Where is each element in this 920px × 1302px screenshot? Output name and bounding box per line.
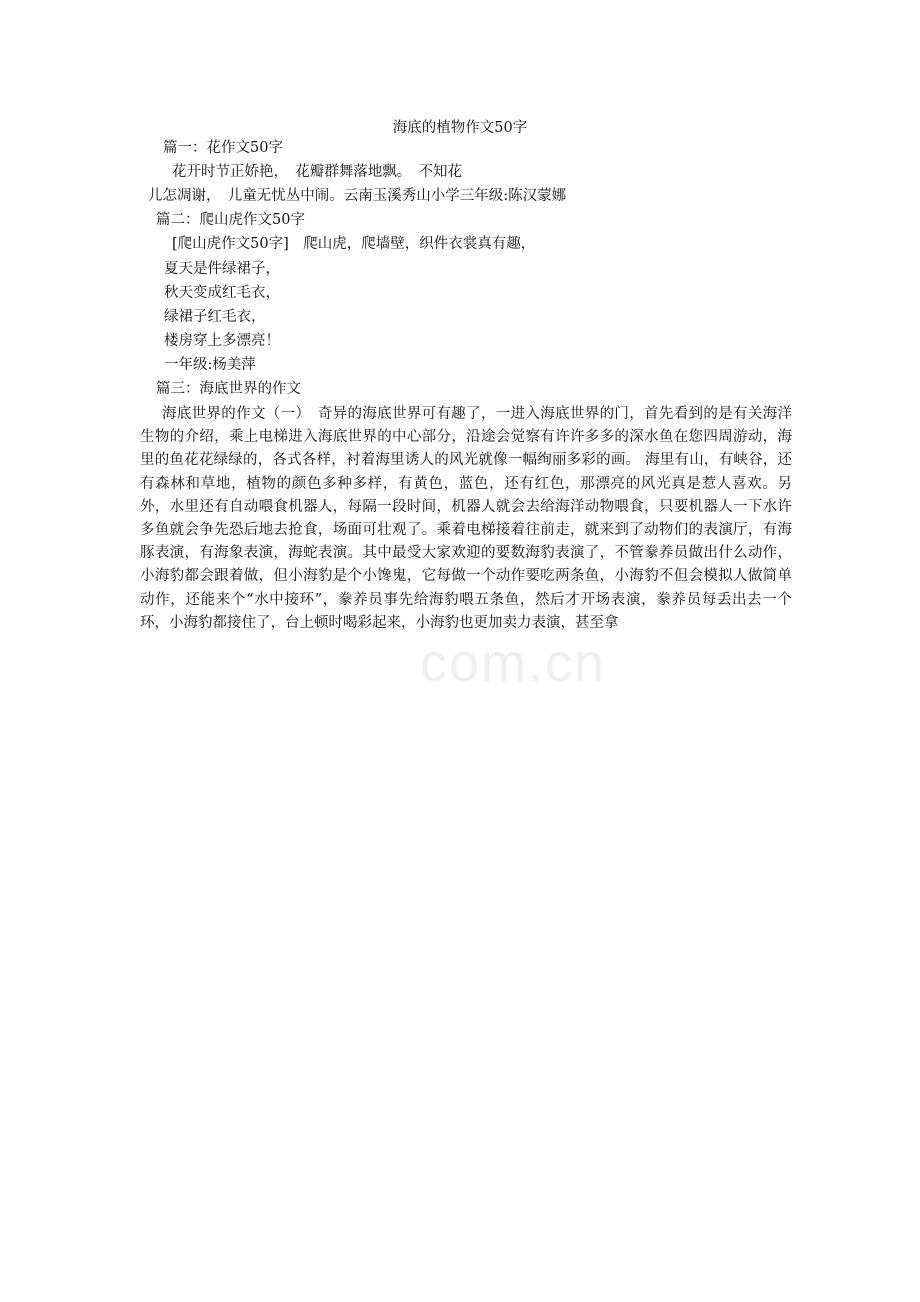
section-heading-3: 篇三：海底世界的作文	[156, 381, 301, 397]
poem-line: 楼房穿上多漂亮！	[164, 333, 280, 349]
section-heading-2: 篇二：爬山虎作文50字	[156, 212, 305, 228]
section-heading-1: 篇一：花作文50字	[163, 140, 283, 156]
poem-line: 绿裙子红毛衣，	[164, 309, 266, 325]
document-title: 海底的植物作文50字	[392, 120, 528, 136]
poem-line: 夏天是件绿裙子，	[164, 261, 280, 277]
poem-line: 儿怎凋谢， 儿童无忧丛中闹。云南玉溪秀山小学三年级:陈汉蒙娜	[148, 188, 567, 204]
author-line: 一年级:杨美萍	[164, 357, 256, 373]
poem-line: [爬山虎作文50字] 爬山虎，爬墙壁，织件衣裳真有趣，	[172, 236, 536, 252]
poem-line: 秋天变成红毛衣，	[164, 285, 280, 301]
poem-line: 花开时节正娇艳， 花瓣群舞落地飘。 不知花	[172, 164, 462, 180]
essay-paragraph: 海底世界的作文（一） 奇异的海底世界可有趣了，一进入海底世界的门，首先看到的是有关海洋生物的介绍，乘上电梯进入海底世界的中心部分，沿途会觉察有许许多多的深水鱼在您四周游动，海里的鱼花花绿绿的，各式各样，衬着海里诱人的风光就像一幅绚丽多彩的画。 海里有山，有峡谷，还有森林和草地，植物的颜色多种多样，有黄色，蓝色，还有红色，那漂亮的风光真是惹人喜欢。另外，水里还有自动喂食机器人，每隔一段时间，机器人就会去给海洋动物喂食，只要机器人一下水许多鱼就会争先恐后地去抢食，场面可壮观了。乘着电梯接着往前走，就来到了动物们的表演厅，有海豚表演，有海象表演，海蛇表演。其中最受大家欢迎的要数海豹表演了，不管豢养员做出什么动作，小海豹都会跟着做，但小海豹是个小馋鬼，它每做一个动作要吃两条鱼，小海豹不但会模拟人做简单动作，还能来个“水中接环”，豢养员事先给海豹喂五条鱼，然后才开场表演，豢养员每丢出去一个环，小海豹都接住了，台上顿时喝彩起来，小海豹也更加卖力表演，甚至拿	[140, 406, 792, 631]
watermark: com.cn	[420, 633, 607, 693]
